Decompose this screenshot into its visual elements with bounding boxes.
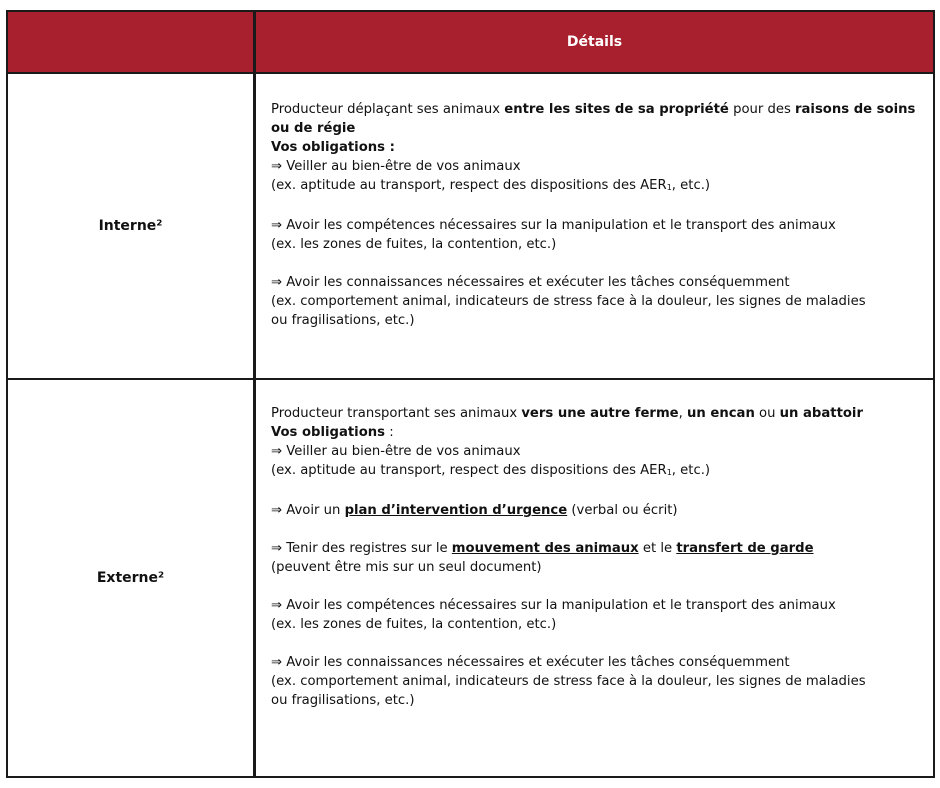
row-label-interne: Interne² (98, 218, 163, 234)
obligations-label: Vos obligations : (271, 140, 395, 155)
intro-text-part: , (678, 406, 688, 421)
table-row-interne (8, 74, 933, 380)
obligation-item-note: ou fragilisations, etc.) (271, 693, 415, 708)
intro-text-part: Producteur transportant ses animaux (271, 406, 522, 421)
animal-movement-term: mouvement des animaux (451, 541, 639, 556)
intro-bold-sites: entre les sites de sa propriété (504, 102, 729, 117)
obligation-item-note: (ex. comportement animal, indicateurs de stress face à la douleur, les signes de maladies (271, 294, 866, 309)
emergency-plan-term: plan d’intervention d’urgence (344, 503, 568, 518)
note-text: (ex. aptitude au transport, respect des dispositions des AER (271, 463, 667, 478)
obligations-colon: : (385, 425, 394, 440)
obligation-item-note (271, 176, 923, 197)
obligation-item-line: ⇒ Avoir les connaissances nécessaires et exécuter les tâches conséquemment (271, 275, 790, 290)
obligation-item-line: ⇒ Avoir les compétences nécessaires sur la manipulation et le transport des animaux (271, 218, 836, 233)
intro-text (271, 100, 923, 138)
obligation-item-line (271, 539, 923, 558)
header-left-cell (8, 12, 254, 72)
footnote-ref: 1 (666, 183, 672, 192)
obligation-item-note: (peuvent être mis sur un seul document) (271, 560, 542, 575)
intro-bold-farm: vers une autre ferme (521, 406, 679, 421)
obligation-item-line: ⇒ Avoir les connaissances nécessaires et exécuter les tâches conséquemment (271, 655, 790, 670)
obligation-item-line: ⇒ Veiller au bien-être de vos animaux (271, 159, 521, 174)
intro-text-part: ou (754, 406, 780, 421)
obligation-item-line (271, 501, 923, 520)
note-text: , etc.) (671, 463, 711, 478)
obligation-item-line: ⇒ Avoir les compétences nécessaires sur la manipulation et le transport des animaux (271, 598, 836, 613)
note-text: , etc.) (671, 178, 711, 193)
row-details-interne (271, 100, 923, 330)
footnote-ref: 1 (666, 468, 672, 477)
header-details-cell: Détails (566, 34, 623, 50)
note-text: (ex. aptitude au transport, respect des dispositions des AER (271, 178, 667, 193)
intro-bold-auction: un encan (687, 406, 755, 421)
intro-bold-reasons: raisons de soins ou de régie (271, 102, 916, 136)
row-details-externe (271, 404, 923, 710)
obligation-item-line: ⇒ Veiller au bien-être de vos animaux (271, 444, 521, 459)
intro-text-part: Producteur déplaçant ses animaux (271, 102, 505, 117)
obligations-table (6, 10, 935, 778)
item-text: et le (638, 541, 677, 556)
obligation-item-note: (ex. comportement animal, indicateurs de stress face à la douleur, les signes de maladies (271, 674, 866, 689)
column-divider (253, 12, 256, 776)
row-label-externe: Externe² (96, 570, 165, 586)
intro-text (271, 404, 923, 423)
item-text: (verbal ou écrit) (567, 503, 678, 518)
table-header (8, 12, 933, 74)
obligations-label (271, 423, 923, 442)
item-text: ⇒ Avoir un (271, 503, 345, 518)
intro-bold-slaughterhouse: un abattoir (779, 406, 863, 421)
obligation-item-note: (ex. les zones de fuites, la contention, etc.) (271, 617, 557, 632)
intro-text-part: pour des (728, 102, 796, 117)
obligation-item-note: (ex. les zones de fuites, la contention, etc.) (271, 237, 557, 252)
obligation-item-note (271, 461, 923, 482)
obligation-item-note: ou fragilisations, etc.) (271, 313, 415, 328)
custody-transfer-term: transfert de garde (676, 541, 814, 556)
table-row-externe (8, 380, 933, 776)
item-text: ⇒ Tenir des registres sur le (271, 541, 452, 556)
obligations-label-text: Vos obligations (271, 425, 385, 440)
